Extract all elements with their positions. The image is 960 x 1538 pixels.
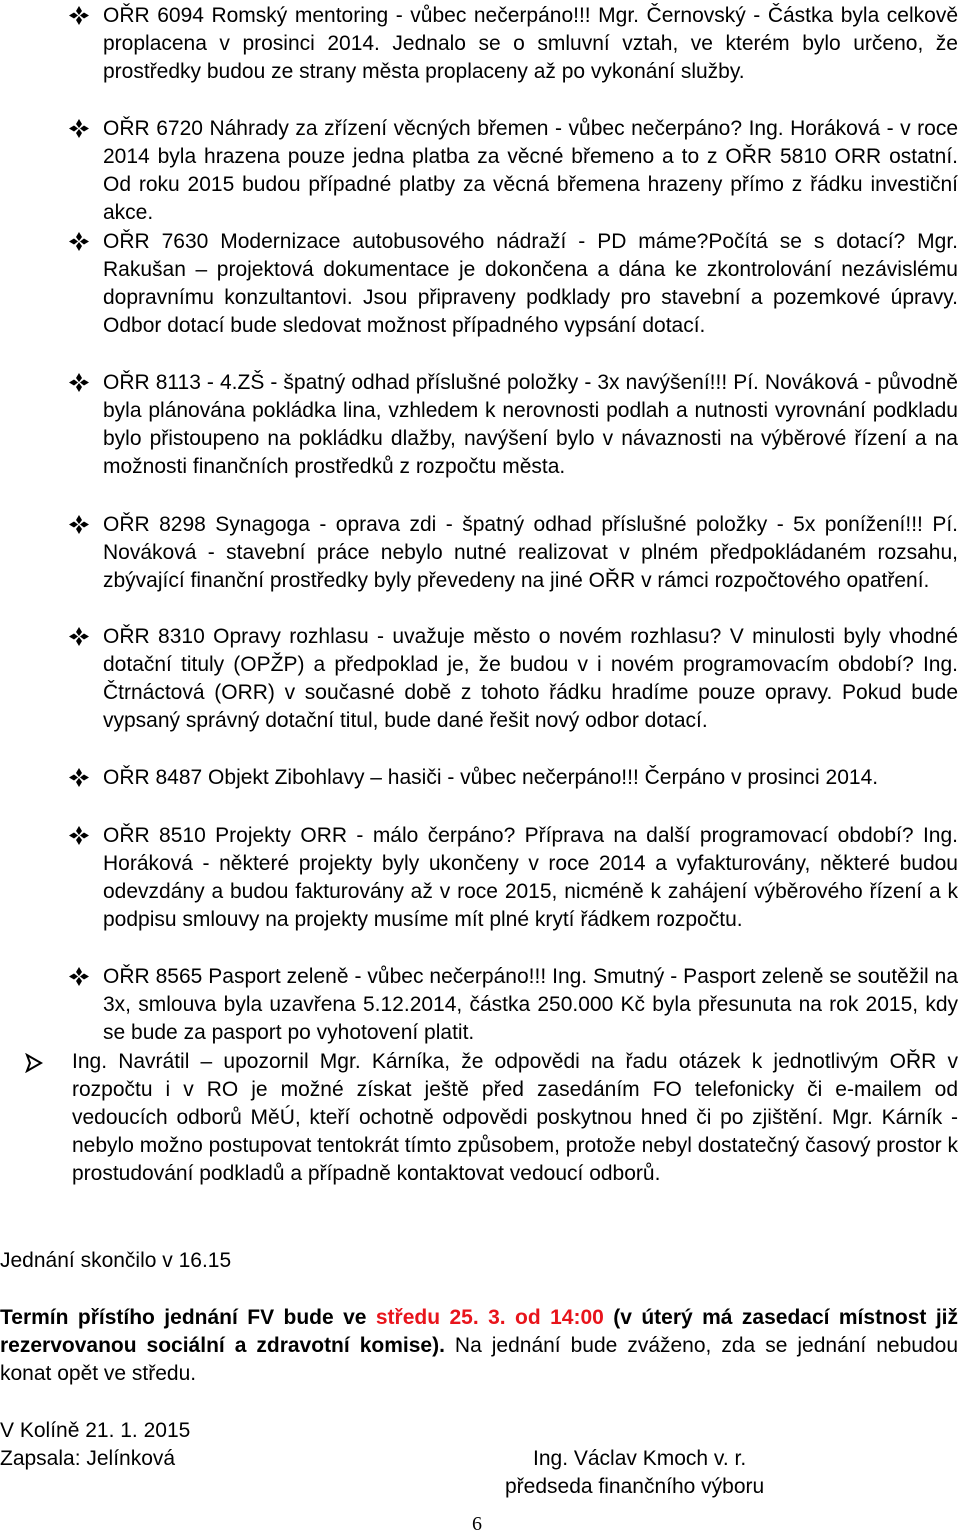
diamond-bullet-icon	[68, 2, 90, 30]
list-item	[103, 511, 958, 595]
diamond-bullet-icon	[68, 764, 90, 792]
item-text: OŘR 8487 Objekt Zibohlavy – hasiči - vůbec nečerpáno!!! Čerpáno v prosinci 2014.	[103, 766, 879, 789]
diamond-bullet-icon	[68, 511, 90, 539]
diamond-bullet-icon	[68, 115, 90, 143]
list-item	[103, 2, 958, 86]
diamond-bullet-icon	[68, 822, 90, 850]
item-text: OŘR 8565 Pasport zeleně - vůbec nečerpáno!!! Ing. Smutný - Pasport zeleně se soutěžil na 3x, smlouva byla uzavřena 5.12.2014, částka 250.000 Kč byla přesunuta na rok 2015, kdy se bude za pasport po vyhotovení platit.	[103, 965, 958, 1045]
next-meeting-date: středu 25. 3. od 14:00	[375, 1306, 604, 1329]
arrow-list-item	[72, 1048, 958, 1188]
item-text: OŘR 6720 Náhrady za zřízení věcných břemen - vůbec nečerpáno? Ing. Horáková - v roce 2014 byla hrazena pouze jedna platba za věcné břemeno a to z OŘR 5810 ORR ostatní. Od roku 2015 budou případné platby za věcná břemena hrazeny přímo z řádku investiční akce.	[103, 117, 958, 225]
arrow-bullet-icon	[24, 1053, 44, 1073]
list-item	[103, 764, 958, 792]
list-item	[103, 228, 958, 340]
list-item	[103, 115, 958, 227]
item-text: OŘR 6094 Romský mentoring - vůbec nečerpáno!!! Mgr. Černovský - Částka byla celkově proplacena v prosinci 2014. Jednalo se o smluvní vztah, ve kterém bylo určeno, že prostředky budou ze strany města proplaceny až po vykonání služby.	[103, 4, 958, 84]
list-item	[103, 822, 958, 934]
next-meeting-room-note: (v úterý má zasedací místnost již rezervovanou sociální a zdravotní komise).	[0, 1306, 958, 1358]
list-item	[103, 369, 958, 481]
item-text: OŘR 8310 Opravy rozhlasu - uvažuje město o novém rozhlasu? V minulosti byly vhodné dotační tituly (OPŽP) a předpoklad je, že budou v i novém programovacím období? Ing. Čtrnáctová (ORR) v současné době z tohoto řádku hradíme pouze opravy. Pokud bude vypsaný správný dotační titul, bude dané řešit nový odbor dotací.	[103, 625, 958, 733]
meeting-end-text: Jednání skončilo v 16.15	[0, 1249, 232, 1272]
diamond-bullet-icon	[68, 369, 90, 397]
signatory-role: předseda finančního výboru	[505, 1475, 765, 1498]
recorder: Zapsala: Jelínková	[0, 1447, 176, 1470]
item-text: OŘR 8113 - 4.ZŠ - špatný odhad příslušné položky - 3x navýšení!!! Pí. Nováková - původně byla plánována pokládka lina, vzhledem k nerovnosti podlah a nutnosti vyrovnání podkladu bylo přistoupeno na pokládku dlažby, navýšení bylo v návaznosti na výběrové řízení a na možnosti finančních prostředků z rozpočtu města.	[103, 371, 958, 479]
item-text: OŘR 7630 Modernizace autobusového nádraží - PD máme?Počítá se s dotací? Mgr. Rakušan – projektová dokumentace je dokončena a dána ke zkontrolování nezávislému dopravnímu konzultantovi. Jsou připraveny podklady pro stavební a pozemkové úpravy. Odbor dotací bude sledovat možnost případného vypsání dotací.	[103, 230, 958, 338]
diamond-bullet-icon	[68, 963, 90, 991]
signatory-name: Ing. Václav Kmoch v. r.	[533, 1447, 747, 1470]
next-meeting-paragraph	[0, 1304, 958, 1388]
place-date: V Kolíně 21. 1. 2015	[0, 1419, 191, 1442]
next-meeting-consideration: Na jednání bude zváženo, zda se jednání nebudou konat opět ve středu.	[0, 1334, 959, 1386]
item-text: OŘR 8298 Synagoga - oprava zdi - špatný odhad příslušné položky - 5x ponížení!!! Pí. Nováková - stavební práce nebylo nutné realizovat v plném předpokládaném rozsahu, zbývající finanční prostředky byly převedeny na jiné OŘR v rámci rozpočtového opatření.	[103, 513, 958, 593]
item-text: OŘR 8510 Projekty ORR - málo čerpáno? Příprava na další programovací období? Ing. Horáková - některé projekty byly ukončeny v roce 2014 a vyfakturovány, některé budou odevzdány a budou fakturovány až v roce 2015, nicméně k zahájení výběrového řízení a k podpisu smlouvy na projekty musíme mít plné krytí řádkem rozpočtu.	[103, 824, 958, 932]
arrow-item-text: Ing. Navrátil – upozornil Mgr. Kárníka, že odpovědi na řadu otázek k jednotlivým OŘR v rozpočtu i v RO je možné získat ještě před zasedáním FO telefonicky či e-mailem od vedoucích odborů MěÚ, kteří ochotně odpovědi poskytnou hned či po zjištění. Mgr. Kárník - nebylo možno postupovat tentokrát tímto způsobem, protože nebyl dostatečný časový prostor k prostudování podkladů a případně kontaktovat vedoucí odborů.	[72, 1050, 958, 1186]
list-item	[103, 623, 958, 735]
diamond-bullet-icon	[68, 623, 90, 651]
page-number: 6	[472, 1513, 482, 1535]
next-meeting-intro: Termín přístího jednání FV bude ve	[0, 1306, 376, 1329]
list-item	[103, 963, 958, 1047]
diamond-bullet-icon	[68, 228, 90, 256]
